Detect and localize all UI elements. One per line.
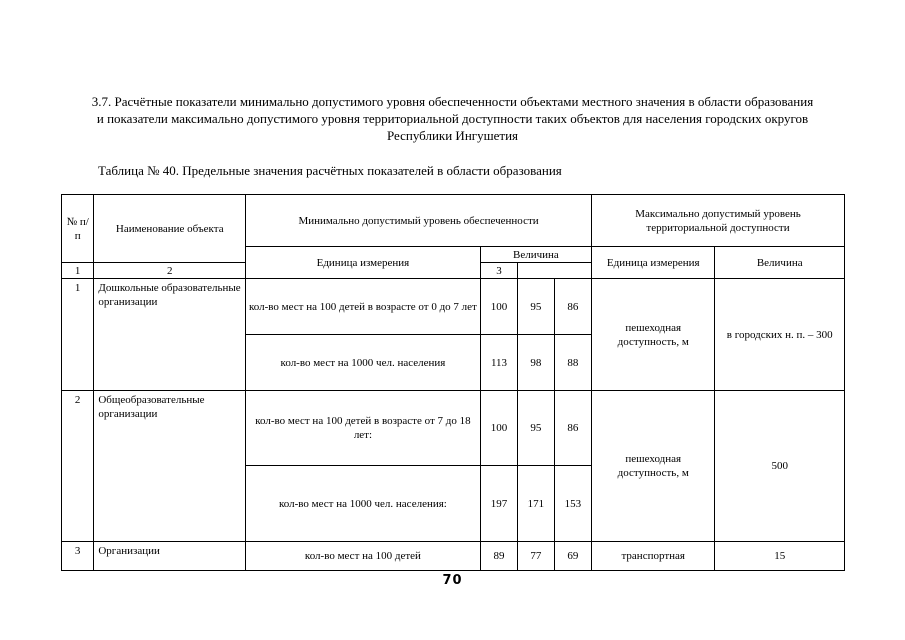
row-max-unit: пешеходная доступность, м	[592, 279, 715, 391]
header-value-min: Величина	[480, 247, 591, 263]
standards-table	[61, 194, 845, 571]
table-row	[62, 391, 845, 466]
table-row	[62, 279, 845, 335]
row-name: Организации	[94, 542, 246, 571]
row-name: Дошкольные образовательные организации	[94, 279, 246, 391]
header-col-3: 3	[480, 263, 517, 279]
row-max-value: 500	[715, 391, 845, 542]
header-max-level: Максимально допустимый уровень территориальной доступности	[592, 195, 845, 247]
header-value-max: Величина	[715, 247, 845, 279]
row-value-2: 95	[518, 279, 554, 335]
heading-line-1: 3.7. Расчётные показатели минимально допустимого уровня обеспеченности объектами местного значения в области образования	[91, 94, 814, 109]
row-unit: кол-во мест на 1000 чел. населения	[246, 335, 481, 391]
row-value-3: 86	[554, 391, 591, 466]
row-number: 1	[62, 279, 94, 391]
row-unit: кол-во мест на 100 детей в возрасте от 0 до 7 лет	[246, 279, 481, 335]
heading-line-3: Республики Ингушетия	[386, 128, 519, 143]
table-caption: Таблица № 40. Предельные значения расчётных показателей в области образования	[98, 163, 562, 178]
row-value-1: 100	[480, 279, 517, 335]
row-value-2: 77	[518, 542, 554, 571]
row-value-1: 113	[480, 335, 517, 391]
row-unit: кол-во мест на 1000 чел. населения:	[246, 466, 481, 542]
row-value-2: 95	[518, 391, 554, 466]
row-max-unit: транспортная	[592, 542, 715, 571]
row-value-3: 153	[554, 466, 591, 542]
header-row-1	[62, 195, 845, 247]
row-value-3: 88	[554, 335, 591, 391]
row-value-2: 98	[518, 335, 554, 391]
header-unit-min: Единица измерения	[246, 247, 481, 279]
row-value-3: 69	[554, 542, 591, 571]
row-max-unit: пешеходная доступность, м	[592, 391, 715, 542]
row-value-1: 89	[480, 542, 517, 571]
header-col-1: 1	[62, 263, 94, 279]
header-min-level: Минимально допустимый уровень обеспеченности	[246, 195, 592, 247]
header-unit-max: Единица измерения	[592, 247, 715, 279]
row-value-3: 86	[554, 279, 591, 335]
page-number: 70	[442, 573, 463, 588]
row-number: 3	[62, 542, 94, 571]
row-unit: кол-во мест на 100 детей в возрасте от 7 до 18 лет:	[246, 391, 481, 466]
table-row	[62, 542, 845, 571]
header-col-2: 2	[94, 263, 246, 279]
row-unit: кол-во мест на 100 детей	[246, 542, 481, 571]
heading-line-2: и показатели максимально допустимого уровня территориальной доступности таких объектов для населения городских округов	[96, 111, 809, 126]
row-value-1: 100	[480, 391, 517, 466]
section-heading	[40, 93, 865, 144]
row-name: Общеобразовательные организации	[94, 391, 246, 542]
header-name: Наименование объекта	[94, 195, 246, 263]
header-number: № п/п	[62, 195, 94, 263]
row-value-2: 171	[518, 466, 554, 542]
row-max-value: в городских н. п. – 300	[715, 279, 845, 391]
row-value-1: 197	[480, 466, 517, 542]
row-max-value: 15	[715, 542, 845, 571]
row-number: 2	[62, 391, 94, 542]
